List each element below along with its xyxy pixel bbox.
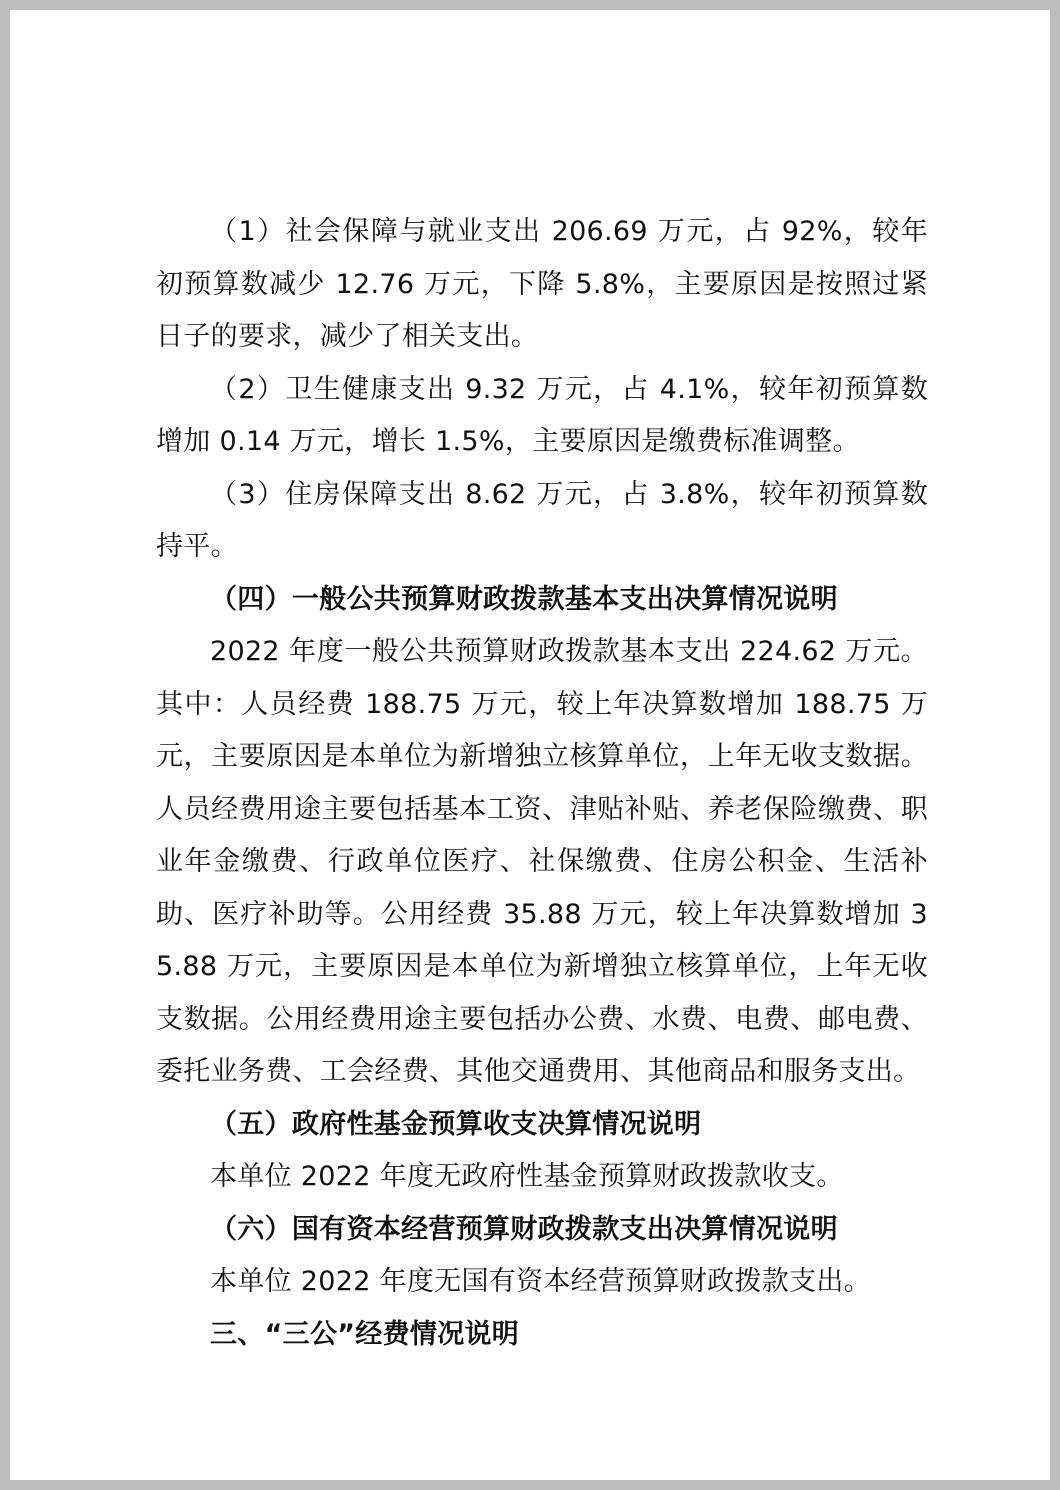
paragraph-social-security-expense: （1）社会保障与就业支出 206.69 万元，占 92%，较年初预算数减少 12.76 万元，下降 5.8%，主要原因是按照过紧日子的要求，减少了相关支出。	[156, 216, 928, 352]
paragraph-housing-expense: （3）住房保障支出 8.62 万元，占 3.8%，较年初预算数持平。	[156, 478, 928, 562]
document-page	[10, 10, 1050, 1480]
section-heading-three-public-expenses: 三、“三公”经费情况说明	[210, 1318, 520, 1350]
section-heading-government-fund: （五）政府性基金预算收支决算情况说明	[210, 1108, 702, 1140]
document-body	[156, 206, 928, 1361]
section-heading-state-capital: （六）国有资本经营预算财政拨款支出决算情况说明	[210, 1213, 838, 1245]
paragraph-basic-expenditure-detail: 2022 年度一般公共预算财政拨款基本支出 224.62 万元。其中：人员经费 188.75 万元，较上年决算数增加 188.75 万元，主要原因是本单位为新增独立核算单位，上年无收支数据。人员经费用途主要包括基本工资、津贴补贴、养老保险缴费、职业年金缴费、行政单位医疗、社保缴费、住房公积金、生活补助、医疗补助等。公用经费 35.88 万元，较上年决算数增加 35.88 万元，主要原因是本单位为新增独立核算单位，上年无收支数据。公用经费用途主要包括办公费、水费、电费、邮电费、委托业务费、工会经费、其他交通费用、其他商品和服务支出。	[156, 636, 928, 1087]
paragraph-health-expense: （2）卫生健康支出 9.32 万元，占 4.1%，较年初预算数增加 0.14 万元，增长 1.5%，主要原因是缴费标准调整。	[156, 373, 928, 457]
section-heading-basic-expenditure: （四）一般公共预算财政拨款基本支出决算情况说明	[210, 583, 838, 615]
paragraph-government-fund: 本单位 2022 年度无政府性基金预算财政拨款收支。	[210, 1161, 844, 1192]
paragraph-state-capital: 本单位 2022 年度无国有资本经营预算财政拨款支出。	[210, 1266, 871, 1297]
